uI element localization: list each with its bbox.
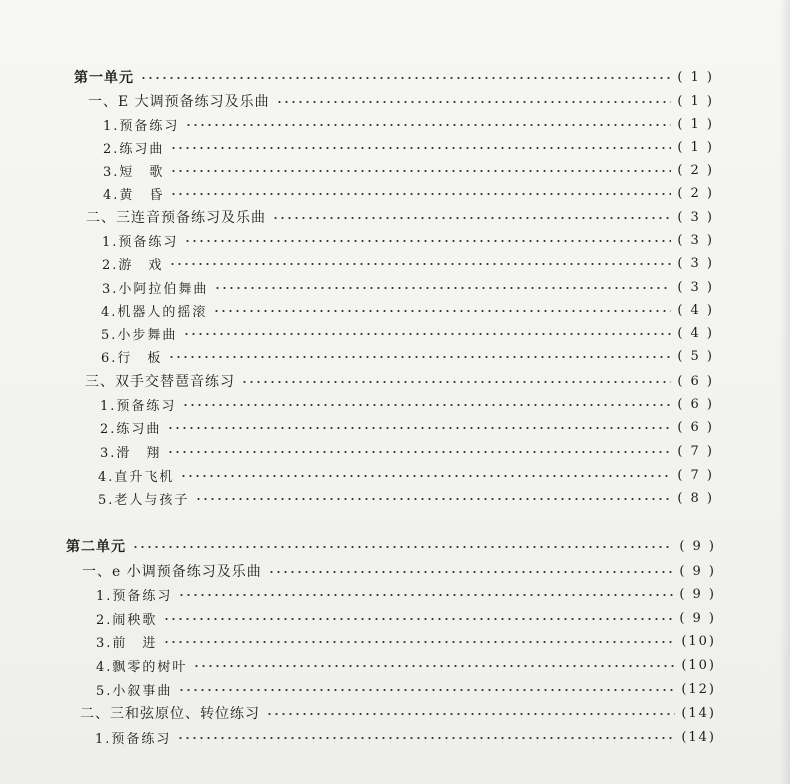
page-number: ( 3 ) [677,232,714,248]
item-title: 1.预备练习 [95,731,172,747]
dot-leader [167,451,671,453]
dot-leader [180,475,671,477]
dot-leader [167,427,671,429]
toc-item [103,136,714,158]
toc-item [96,630,716,652]
item-title: 2.闹秧歌 [96,612,158,628]
page-number: (10) [681,657,716,673]
dot-leader [241,381,671,383]
toc-item [100,416,714,438]
item-title: 3.短 歌 [103,164,165,180]
toc-item [100,393,714,415]
item-title: 5.老人与孩子 [98,492,190,508]
item-title: 5.小步舞曲 [101,327,178,343]
page-number: (14) [681,729,716,745]
toc-section [88,90,714,112]
toc-item [103,113,714,135]
toc-item [96,607,716,629]
page-number: ( 1 ) [677,93,714,109]
page-number: ( 4 ) [677,325,714,341]
dot-leader [163,618,673,620]
dot-leader [195,498,671,500]
toc-section [85,370,714,392]
page-number: ( 9 ) [679,586,716,602]
page-number: ( 7 ) [677,467,714,483]
toc-item [95,726,716,748]
page-number: ( 9 ) [679,538,716,554]
page-edge-shadow [780,0,790,784]
toc-item [96,678,716,700]
page-number: (14) [681,705,716,721]
page-number: ( 1 ) [677,69,714,85]
page-number: (12) [681,681,716,697]
item-title: 6.行 板 [101,350,163,366]
toc-item [100,440,714,462]
toc-section [82,560,716,582]
page-number: (10) [681,633,716,649]
page-number: ( 9 ) [679,563,716,579]
toc-item [96,654,716,676]
toc-item [103,182,714,204]
item-title: 1.预备练习 [102,234,179,250]
dot-leader [193,665,675,667]
dot-leader [214,287,671,289]
toc-unit-1 [74,66,714,88]
dot-leader [169,263,671,265]
item-title: 2.练习曲 [103,141,165,157]
item-title: 4.飘零的树叶 [96,659,188,675]
toc-item [101,345,714,367]
dot-leader [132,546,673,548]
page-number: ( 9 ) [679,610,716,626]
page-number: ( 8 ) [677,490,714,506]
toc-item [102,229,714,251]
page-number: ( 2 ) [677,185,714,201]
item-title: 5.小叙事曲 [96,683,173,699]
item-title: 1.预备练习 [96,588,173,604]
dot-leader [170,170,671,172]
page-number: ( 3 ) [677,255,714,271]
toc-item [102,252,714,274]
dot-leader [170,193,671,195]
dot-leader [268,571,674,573]
dot-leader [163,641,675,643]
page-number: ( 6 ) [677,396,714,412]
item-title: 4.黄 昏 [103,187,165,203]
page-number: ( 2 ) [677,162,714,178]
section-title: 三、双手交替琶音练习 [85,374,235,390]
page-number: ( 1 ) [677,116,714,132]
page-number: ( 7 ) [677,443,714,459]
item-title: 2.游 戏 [102,257,164,273]
dot-leader [140,77,671,79]
dot-leader [182,404,671,406]
dot-leader [178,689,675,691]
item-title: 3.滑 翔 [100,445,162,461]
toc-item [98,464,714,486]
item-title: 3.前 进 [96,635,158,651]
page-number: ( 4 ) [677,302,714,318]
toc-section [80,702,716,724]
dot-leader [177,737,675,739]
toc-section [86,206,714,228]
unit-title: 第二单元 [66,539,126,555]
dot-leader [272,217,671,219]
page-number: ( 6 ) [677,419,714,435]
page-number: ( 1 ) [677,139,714,155]
dot-leader [178,594,673,596]
dot-leader [185,124,671,126]
item-title: 4.机器人的摇滚 [101,304,208,320]
dot-leader [184,240,671,242]
item-title: 1.预备练习 [100,398,177,414]
page-number: ( 5 ) [677,348,714,364]
dot-leader [276,101,672,103]
section-title: 一、E 大调预备练习及乐曲 [88,94,270,110]
toc-item [101,299,714,321]
item-title: 4.直升飞机 [98,469,175,485]
toc-unit-2 [66,535,716,557]
toc-item [102,276,714,298]
section-title: 一、e 小调预备练习及乐曲 [82,564,262,580]
dot-leader [168,356,671,358]
section-title: 二、三和弦原位、转位练习 [80,706,260,722]
item-title: 2.练习曲 [100,421,162,437]
toc-item [98,487,714,509]
toc-item [103,159,714,181]
unit-title: 第一单元 [74,70,134,86]
section-title: 二、三连音预备练习及乐曲 [86,210,266,226]
toc-item [101,322,714,344]
page-number: ( 3 ) [677,279,714,295]
toc-item [96,583,716,605]
item-title: 1.预备练习 [103,118,180,134]
item-title: 3.小阿拉伯舞曲 [102,281,209,297]
dot-leader [266,713,675,715]
page-number: ( 6 ) [677,373,714,389]
dot-leader [213,310,671,312]
dot-leader [183,333,671,335]
dot-leader [170,147,671,149]
page-number: ( 3 ) [677,209,714,225]
